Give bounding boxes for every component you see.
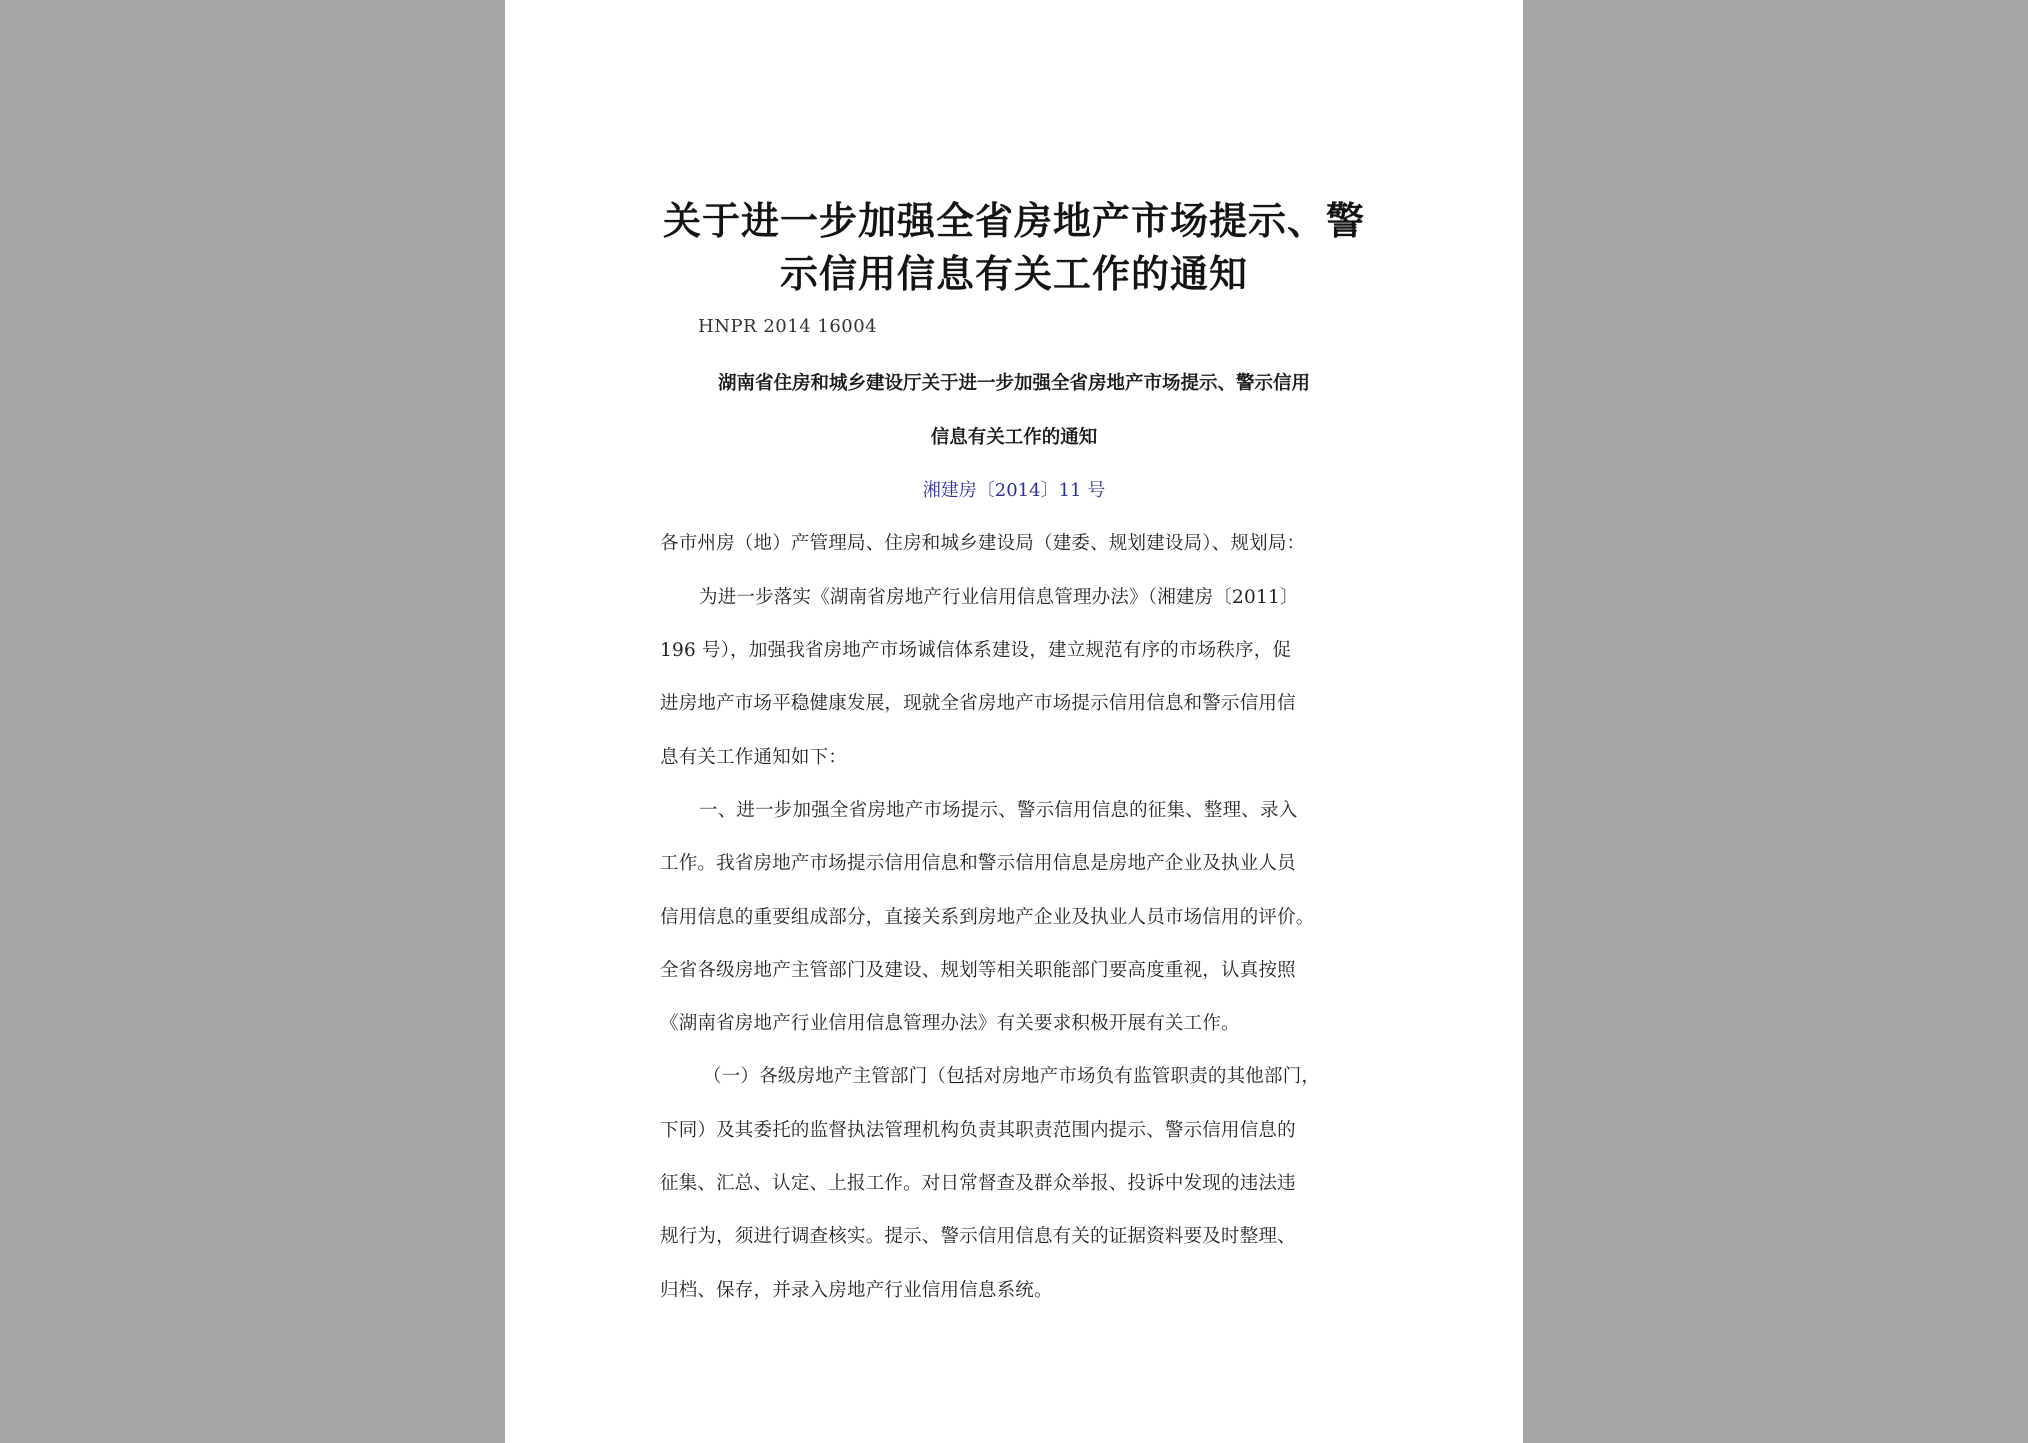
body-line: 征集、汇总、认定、上报工作。对日常督查及群众举报、投诉中发现的违法违 xyxy=(660,1173,1296,1194)
body-line: 下同）及其委托的监督执法管理机构负责其职责范围内提示、警示信用信息的 xyxy=(660,1120,1296,1141)
document-subtitle-line-2: 信息有关工作的通知 xyxy=(930,427,1098,448)
body-line: 信用信息的重要组成部分，直接关系到房地产企业及执业人员市场信用的评价。 xyxy=(660,907,1315,928)
document-title-line-1: 关于进一步加强全省房地产市场提示、警 xyxy=(662,198,1365,243)
body-line: 各市州房（地）产管理局、住房和城乡建设局（建委、规划建设局）、规划局： xyxy=(660,533,1306,554)
body-line: 一、进一步加强全省房地产市场提示、警示信用信息的征集、整理、录入 xyxy=(699,800,1298,821)
document-number: 湘建房〔2014〕11 号 xyxy=(922,480,1106,501)
document-subtitle-line-1: 湖南省住房和城乡建设厅关于进一步加强全省房地产市场提示、警示信用 xyxy=(717,373,1310,394)
body-line: 工作。我省房地产市场提示信用信息和警示信用信息是房地产企业及执业人员 xyxy=(660,853,1296,874)
body-line: 归档、保存，并录入房地产行业信用信息系统。 xyxy=(660,1280,1053,1301)
body-line: 全省各级房地产主管部门及建设、规划等相关职能部门要高度重视，认真按照 xyxy=(660,960,1296,981)
document-title-line-2: 示信用信息有关工作的通知 xyxy=(779,251,1248,296)
document-code: HNPR 2014 16004 xyxy=(698,316,878,337)
body-line: 为进一步落实《湖南省房地产行业信用信息管理办法》（湘建房〔2011〕 xyxy=(699,587,1299,608)
body-line: 《湖南省房地产行业信用信息管理办法》有关要求积极开展有关工作。 xyxy=(660,1013,1240,1034)
body-line: 规行为，须进行调查核实。提示、警示信用信息有关的证据资料要及时整理、 xyxy=(660,1226,1296,1247)
body-line: 息有关工作通知如下： xyxy=(660,747,848,768)
body-line: （一）各级房地产主管部门（包括对房地产市场负有监管职责的其他部门， xyxy=(703,1066,1321,1087)
document-page xyxy=(505,0,1523,1443)
body-line: 进房地产市场平稳健康发展，现就全省房地产市场提示信用信息和警示信用信 xyxy=(660,693,1296,714)
body-line: 196 号），加强我省房地产市场诚信体系建设，建立规范有序的市场秩序，促 xyxy=(660,640,1292,661)
